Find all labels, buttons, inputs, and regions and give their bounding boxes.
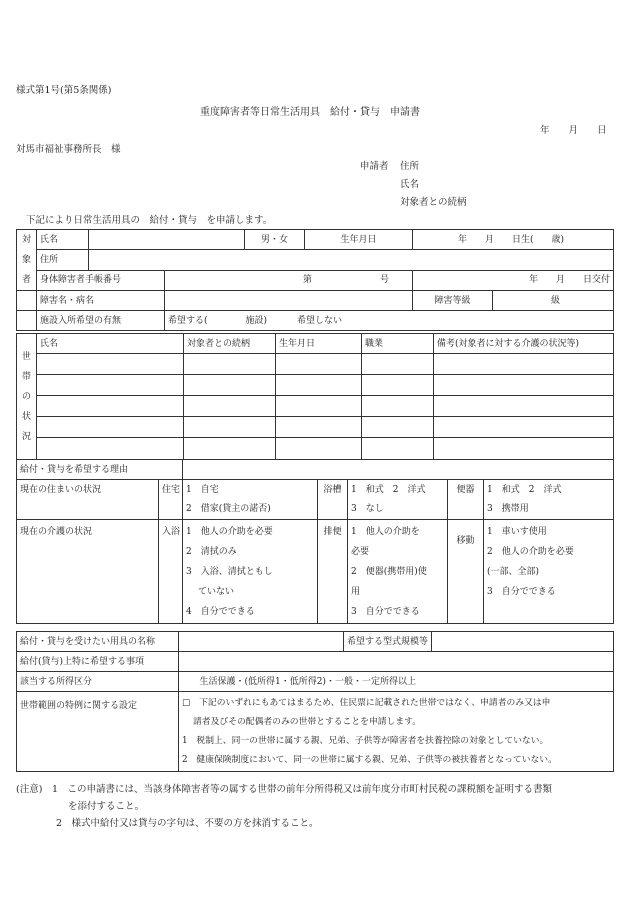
moving-label: 移動 [448,520,484,624]
house-label: 住宅 [159,480,183,520]
reason-label: 給付・貸与を希望する理由 [17,460,183,480]
excretion-label: 排便 [318,520,348,624]
applicant-label: 申請者 [360,161,389,172]
special-case-checkbox[interactable]: □ [182,698,191,708]
equipment-name-label: 給付・貸与を受けたい用具の名称 [17,632,179,652]
household-row[interactable] [17,396,614,417]
income-label: 該当する所得区分 [17,672,179,692]
request-table [16,631,614,772]
handbook-number-label: 身体障害者手帳番号 [37,270,165,290]
subject-address-label: 住所 [37,250,89,270]
household-header-job: 職業 [362,334,434,354]
applicant-name-label[interactable]: 氏名 [400,179,420,190]
subject-name-label: 氏名 [37,230,89,250]
date-line[interactable]: 年 月 日 [540,125,607,136]
special-request-input[interactable] [179,652,614,672]
handbook-number-input[interactable]: 第 号 [165,270,413,290]
excretion-options[interactable]: 1 他人の介助を 必要 2 便器(携帯用)使 用 3 自分でできる [348,520,448,624]
toilet-label: 便器 [448,480,484,520]
subject-side-label: 対 象 者 [17,230,37,291]
handbook-issued-date[interactable]: 年 月 日交付 [413,270,614,290]
household-row[interactable] [17,417,614,438]
household-side-label: 世 帯 の 状 況 [17,334,37,460]
situation-table [16,459,614,624]
applicant-relation-label[interactable]: 対象者との続柄 [400,197,467,208]
household-row[interactable] [17,354,614,375]
facility-options[interactable]: 希望する( 施設) 希望しない [165,311,614,331]
household-header-name: 氏名 [37,334,184,354]
model-input[interactable] [432,632,614,652]
form-number: 様式第1号(第5条関係) [16,85,112,96]
household-header-relation: 対象者との続柄 [184,334,276,354]
household-header-birth: 生年月日 [276,334,362,354]
subject-name-input[interactable] [89,230,245,250]
form-title: 重度障害者等日常生活用具 給付・貸与 申請書 [200,107,420,118]
disability-grade-input[interactable]: 級 [493,291,614,311]
equipment-name-input[interactable] [179,632,344,652]
disability-name-input[interactable] [165,291,413,311]
intro-text: 下記により日常生活用具の 給付・貸与 を申請します。 [26,215,273,226]
subject-table [16,229,614,331]
disability-name-label: 障害名・病名 [37,291,165,311]
notes: (注意) 1 この申請書には、当該身体障害者等の属する世帯の前年分所得税又は前年度分市町村民税の課税額を証明する書類 を添付すること。 2 様式中給付又は貸与の字句は、不要の方を抹消すること。 [16,784,552,829]
subject-sex[interactable]: 男・女 [245,230,305,250]
household-table [16,333,614,460]
bathing-options[interactable]: 1 他人の介助を必要 2 清拭のみ 3 入浴、清拭ともし ていない 4 自分でできる [183,520,318,624]
household-header-remarks: 備考(対象者に対する介護の状況等) [434,334,614,354]
subject-address-input[interactable] [89,250,614,270]
facility-label: 施設入所希望の有無 [37,311,165,331]
bathing-label: 入浴 [159,520,183,624]
toilet-options[interactable]: 1 和式 2 洋式 3 携帯用 [484,480,614,520]
care-label: 現在の介護の状況 [17,520,159,624]
subject-birth-label: 生年月日 [305,230,413,250]
moving-options[interactable]: 1 車いす使用 2 他人の介助を必要 (一部、全部) 3 自分でできる [484,520,614,624]
house-options[interactable]: 1 自宅 2 借家(貸主の諾否) [183,480,318,520]
special-case-content: □ 下記のいずれにもあてはまるため、住民票に記載された世帯ではなく、申請者のみ又は申 請者及びその配偶者のみの世帯とすることを申請します。 1 税制上、同一の世帯に属する親、兄弟、子供等が障害者を扶養控除の対象としていない。 2 健康保険制度において、同一の世帯に属する親、兄弟、子供等の被扶養者となっていない。 [179,692,614,772]
bathtub-label: 浴槽 [318,480,348,520]
model-label: 希望する型式規模等 [344,632,432,652]
reason-input[interactable] [183,460,614,480]
addressee: 対馬市福祉事務所長 様 [16,144,121,155]
special-request-label: 給付(貸与)上特に希望する事項 [17,652,179,672]
applicant-address-label[interactable]: 住所 [400,161,420,172]
housing-label: 現在の住まいの状況 [17,480,159,520]
subject-birth-value[interactable]: 年 月 日生( 歳) [413,230,614,250]
special-case-label: 世帯範囲の特例に関する設定 [17,692,179,772]
household-row[interactable] [17,438,614,460]
income-options[interactable]: 生活保護・(低所得1・低所得2)・一般・一定所得以上 [197,672,614,692]
bathtub-options[interactable]: 1 和式 2 洋式 3 なし [348,480,448,520]
disability-grade-label: 障害等級 [413,291,493,311]
household-row[interactable] [17,375,614,396]
